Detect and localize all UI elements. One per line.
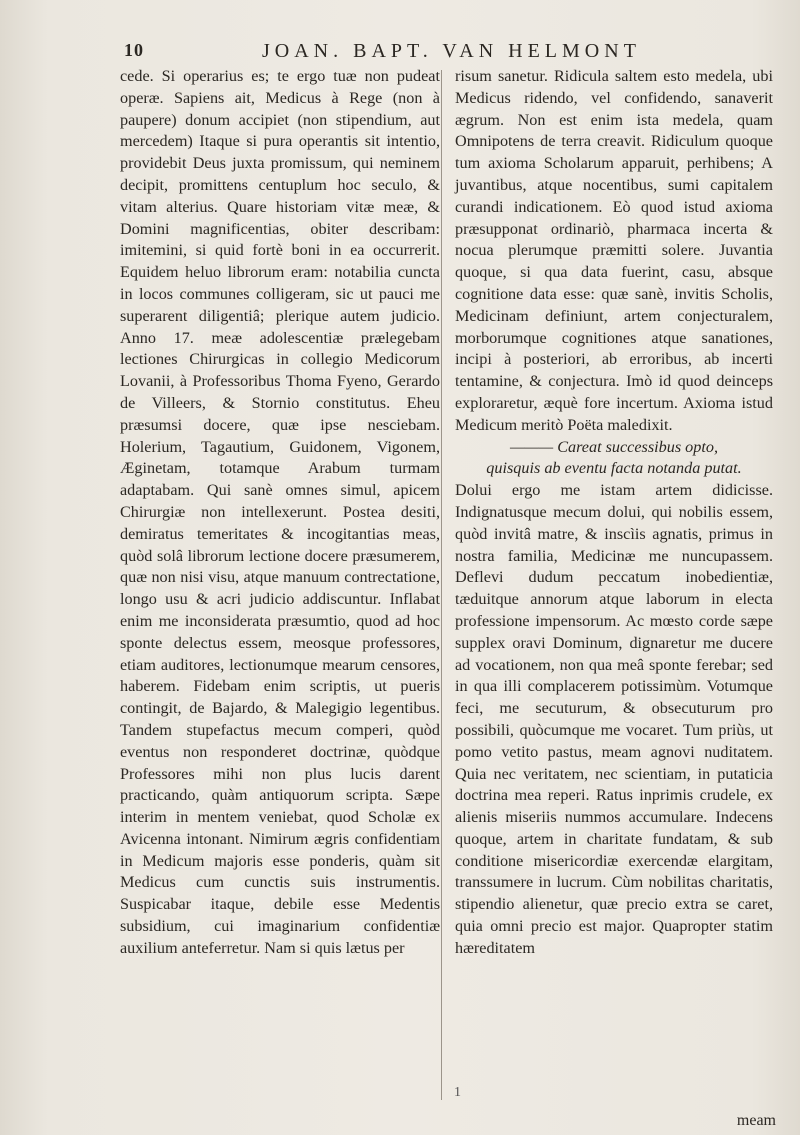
right-column-text-before-quote: risum sanetur. Ridicula saltem esto medela, ubi Medicus ridendo, vel confidendo, sanaverit ægrum. Non est enim ista medela, quam Omnipotens de terra creavit. Ridiculum quoque tum axioma Scholarum apparuit, perhibens; A juvantibus, atque nocentibus, sumi capitalem curandi indicationem. Eò quod istud axioma præsupponat ordinariò, pharmaca incerta & nocua plerumque præmitti solere. Juvantia quoque, si qua data fuerint, casu, absque cognitione data esse: quæ sanè, invitis Scholis, Medicinam definiunt, artem conjecturalem, morborumque cognitiones atque sanationes, incipi à posteriori, ab erroribus, ab incerti tentamine, & conjectura. Imò id quod deinceps exploraretur, æquè fore incertum. Axioma istud Medicum meritò Poëta maledixit.: [455, 67, 773, 434]
running-head: JOAN. BAPT. VAN HELMONT: [262, 40, 641, 62]
column-divider: [441, 70, 442, 1100]
catchword: meam: [736, 1112, 776, 1129]
page-header: [124, 40, 764, 64]
left-column-text: cede. Si operarius es; te ergo tuæ non pudeat operæ. Sapiens ait, Medicus à Rege (non à paupere) donum accipiet (non stipendium, aut mercedem) Itaque si pura operantis sit intentio, providebit Deus juxta promissum, qui neminem decipit, promittens centuplum hoc seculo, & vitam alterius. Quare historiam vitæ meæ, & Domini magnificentias, obiter describam: imitemini, si quid fortè boni in ea occurrerit. Equidem heluo librorum eram: notabilia cuncta in locos communes colligeram, sic ut pauci me superarent diligentiâ; plerique autem judicio. Anno 17. meæ adolescentiæ prælegebam lectiones Chirurgicas in collegio Medicorum Lovanii, à Professoribus Thoma Fyeno, Gerardo de Villeers, & Stornio constitutus. Eheu præsumsi docere, quæ ipse nesciebam. Holerium, Tagautium, Guidonem, Vigonem, Æginetam, totamque Arabum turmam adaptabam. Qui sanè omnes simul, apicem Chirurgiæ non intellexerunt. Postea desiti, demiratus temeritates & incogitantias meas, quòd solâ librorum lectione docere præsumerem, quæ non nisi visu, atque manuum contrectatione, longo usu & acri judicio addiscuntur. Inflabat enim me inconsiderata præsumtio, quod ad hoc sponte delectus essem, meosque professores, etiam auditores, lectionumque mearum censores, haberem. Fidebam enim scriptis, ut pueris contingit, de Bajardo, & Malegigio legentibus. Tandem stupefactus mecum comperi, quòd eventus non responderet doctrinæ, quòdque Professores mihi non plus lucis darent practicando, quàm antiquorum scripta. Sæpe interim in mentem veniebat, quod Scholæ ex Avicenna intonant. Nimirum ægris confidentiam in Medicum majoris esse ponderis, quàm sit Medicus cum cunctis suis instrumentis. Suspicabar itaque, debile esse Medentis subsidium, cui imaginarium confidentiæ auxilium anteferretur. Nam si quis lætus per: [120, 67, 440, 957]
right-column-text-after-quote: Dolui ergo me istam artem didicisse. Indignatusque mecum dolui, qui nobilis essem, quòd invitâ matre, & inscìis agnatis, primus in nostra familia, Medicinæ me nuncupassem. Deflevi dudum peccatum inobedientiæ, tæduitque annorum atque laborum in electa professione impensorum. Ac mœsto corde sæpe supplex oravi Dominum, dignaretur me ducere ad vocationem, non qua meâ sponte ferebar; sed in qua illi complacerem potissimùm. Votumque feci, me secuturum, & obsecuturum pro possibili, quòcumque me vocaret. Tum priùs, ut pomo vetito pastus, meam agnovi nuditatem. Quia nec veritatem, nec scientiam, in putaticia doctrina mea reperi. Ratus inprimis crudele, ex alienis miseriis nummos accumulare. Indecens quoque, artem in charitate fundatam, & sub conditione misericordiæ exercendæ elargitam, transsumere in lucrum. Cùm nobilitas charitatis, stipendio alienetur, quæ precio extra se caret, quia omni precio est major. Quapropter statim hæreditatem: [455, 481, 773, 957]
page-number: 10: [124, 40, 144, 60]
quote-line-1: ——— Careat successibus opto,: [509, 437, 719, 456]
left-column: [120, 66, 440, 960]
quote-line-2: quisquis ab eventu facta notanda putat.: [486, 459, 742, 478]
right-column: [455, 66, 773, 960]
signature-mark: 1: [454, 1085, 461, 1100]
